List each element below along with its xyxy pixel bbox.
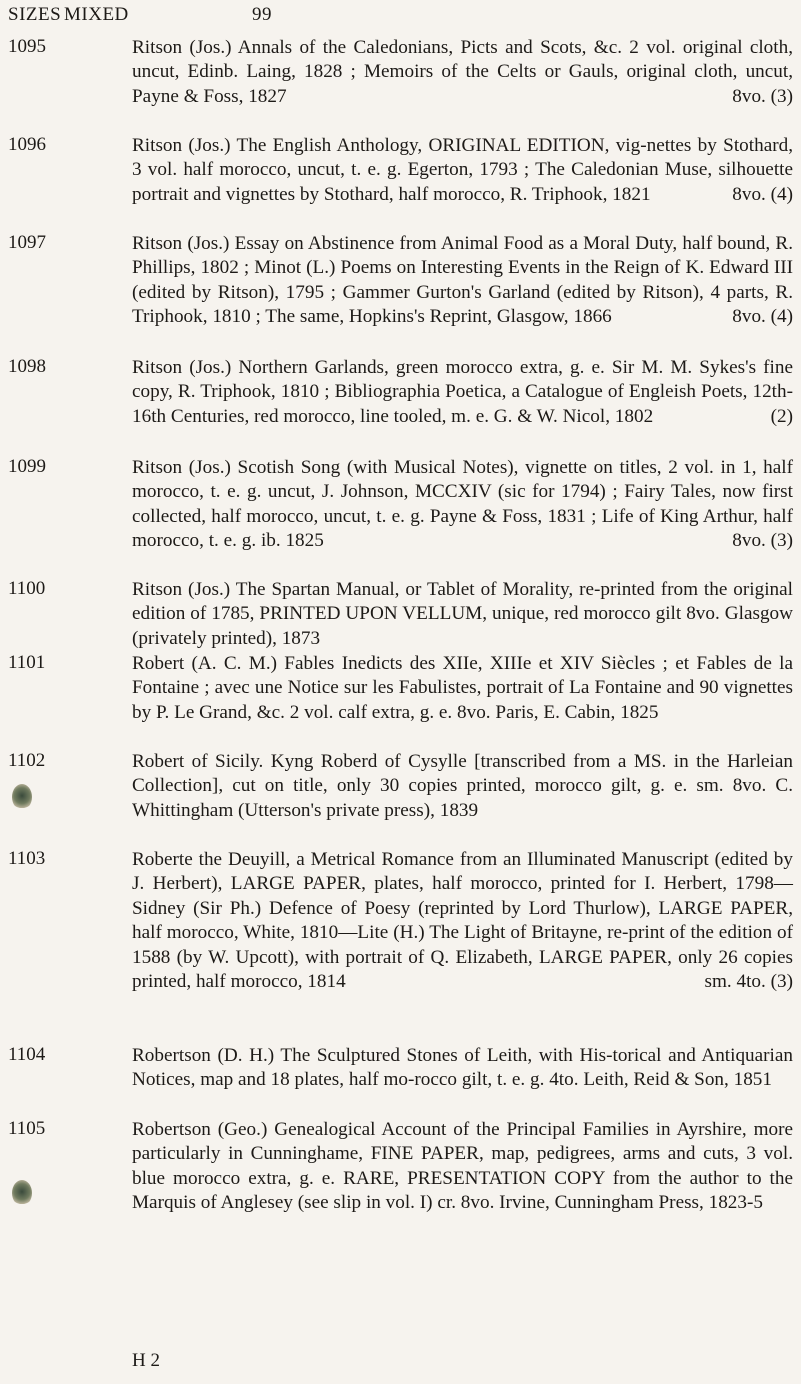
lot-number: 1100 bbox=[8, 578, 46, 599]
lot-description: Robertson (Geo.) Genealogical Account of the Principal Families in Ayrshire, more particularly in Cunninghame, FINE PAPER, map, pedigrees, arms and cuts, 3 vol. blue morocco extra, g. e. RARE, PRESENTATION COPY from the author to the Marquis of Anglesey (see slip in vol. I) cr. 8vo. Irvine, Cunningham Press, 1823-5 bbox=[132, 1119, 793, 1214]
lot-format: 8vo. (4) bbox=[732, 183, 793, 205]
lot-description: Ritson (Jos.) Annals of the Caledonians, Picts and Scots, &c. 2 vol. original cloth, uncut, Edinb. Laing, 1828 ; Memoirs of the Celts or Gauls, original cloth, uncut, Payne & Foss, 1827 8vo. (3) bbox=[132, 36, 793, 109]
binding-hole bbox=[12, 784, 32, 810]
lot-number: 1098 bbox=[8, 356, 46, 377]
lot-description: Robert of Sicily. Kyng Roberd of Cysylle [transcribed from a MS. in the Harleian Collection], cut on title, only 30 copies printed, morocco gilt, g. e. sm. 8vo. C. Whittingham (Utterson's private press), 1839 bbox=[132, 751, 793, 821]
lot-format: 8vo. (4) bbox=[732, 306, 793, 328]
lot-number: 1096 bbox=[8, 134, 46, 155]
lot-description: Ritson (Jos.) Scotish Song (with Musical Notes), vignette on titles, 2 vol. in 1, half morocco, t. e. g. uncut, J. Johnson, MCCXIV (sic for 1794) ; Fairy Tales, now first collected, half morocco, uncut, t. e. g. Payne & Foss, 1831 ; Life of King Arthur, half morocco, t. e. g. ib. 1825 8vo. (3) bbox=[132, 456, 793, 554]
lot-description: Robert (A. C. M.) Fables Inedicts des XIIe, XIIIe et XIV Siècles ; et Fables de la Fontaine ; avec une Notice sur les Fabulistes, portrait of La Fontaine and 90 vignettes by P. Le Grand, &c. 2 vol. calf extra, g. e. 8vo. Paris, E. Cabin, 1825 bbox=[132, 653, 793, 723]
lot-description: Roberte the Deuyill, a Metrical Romance from an Illuminated Manuscript (edited by J. Herbert), LARGE PAPER, plates, half morocco, printed for I. Herbert, 1798—Sidney (Sir Ph.) Defence of Poesy (reprinted by Lord Thurlow), LARGE PAPER, half morocco, White, 1810—Lite (H.) The Light of Britayne, re-print of the edition of 1588 (by W. Upcott), with portrait of Q. Elizabeth, LARGE PAPER, only 26 copies printed, half morocco, 1814 sm. 4to. (3) bbox=[132, 848, 793, 994]
lot-description: Ritson (Jos.) The Spartan Manual, or Tablet of Morality, re-printed from the original edition of 1785, PRINTED UPON VELLUM, unique, red morocco gilt 8vo. Glasgow (privately printed), 1873 bbox=[132, 579, 793, 649]
lot-description: Ritson (Jos.) Northern Garlands, green morocco extra, g. e. Sir M. M. Sykes's fine copy, R. Triphook, 1810 ; Bibliographia Poetica, a Catalogue of Engleish Poets, 12th-16th Centuries, red morocco, line tooled, m. e. G. & W. Nicol, 1802 (2) bbox=[132, 356, 793, 429]
lot-format: sm. 4to. (3) bbox=[704, 971, 793, 993]
header-middle: MIXED bbox=[64, 4, 129, 25]
lot-number: 1095 bbox=[8, 36, 46, 57]
lot-number: 1105 bbox=[8, 1118, 46, 1139]
lot-description: Ritson (Jos.) The English Anthology, ORIGINAL EDITION, vig-nettes by Stothard, 3 vol. half morocco, uncut, t. e. g. Egerton, 1793 ; The Caledonian Muse, silhouette portrait and vignettes by Stothard, half morocco, R. Triphook, 1821 8vo. (4) bbox=[132, 134, 793, 207]
lot-number: 1097 bbox=[8, 232, 46, 253]
lot-description: Ritson (Jos.) Essay on Abstinence from Animal Food as a Moral Duty, half bound, R. Phillips, 1802 ; Minot (L.) Poems on Interesting Events in the Reign of K. Edward III (edited by Ritson), 1795 ; Gammer Gurton's Garland (edited by Ritson), 4 parts, R. Triphook, 1810 ; The same, Hopkins's Reprint, Glasgow, 1866 8vo. (4) bbox=[132, 232, 793, 330]
lot-number: 1099 bbox=[8, 456, 46, 477]
lot-number: 1102 bbox=[8, 750, 46, 771]
lot-format: (2) bbox=[770, 405, 793, 427]
lot-description: Robertson (D. H.) The Sculptured Stones of Leith, with His-torical and Antiquarian Notices, map and 18 plates, half mo-rocco gilt, t. e. g. 4to. Leith, Reid & Son, 1851 bbox=[132, 1045, 793, 1091]
lot-number: 1104 bbox=[8, 1044, 46, 1065]
page-number: 99 bbox=[252, 4, 272, 25]
lot-format: 8vo. (3) bbox=[732, 530, 793, 552]
lot-number: 1101 bbox=[8, 652, 46, 673]
lot-format: 8vo. (3) bbox=[732, 85, 793, 107]
signature-mark: H 2 bbox=[132, 1350, 160, 1371]
header-left: SIZES bbox=[8, 4, 62, 25]
binding-hole bbox=[12, 1180, 32, 1206]
lot-number: 1103 bbox=[8, 848, 46, 869]
